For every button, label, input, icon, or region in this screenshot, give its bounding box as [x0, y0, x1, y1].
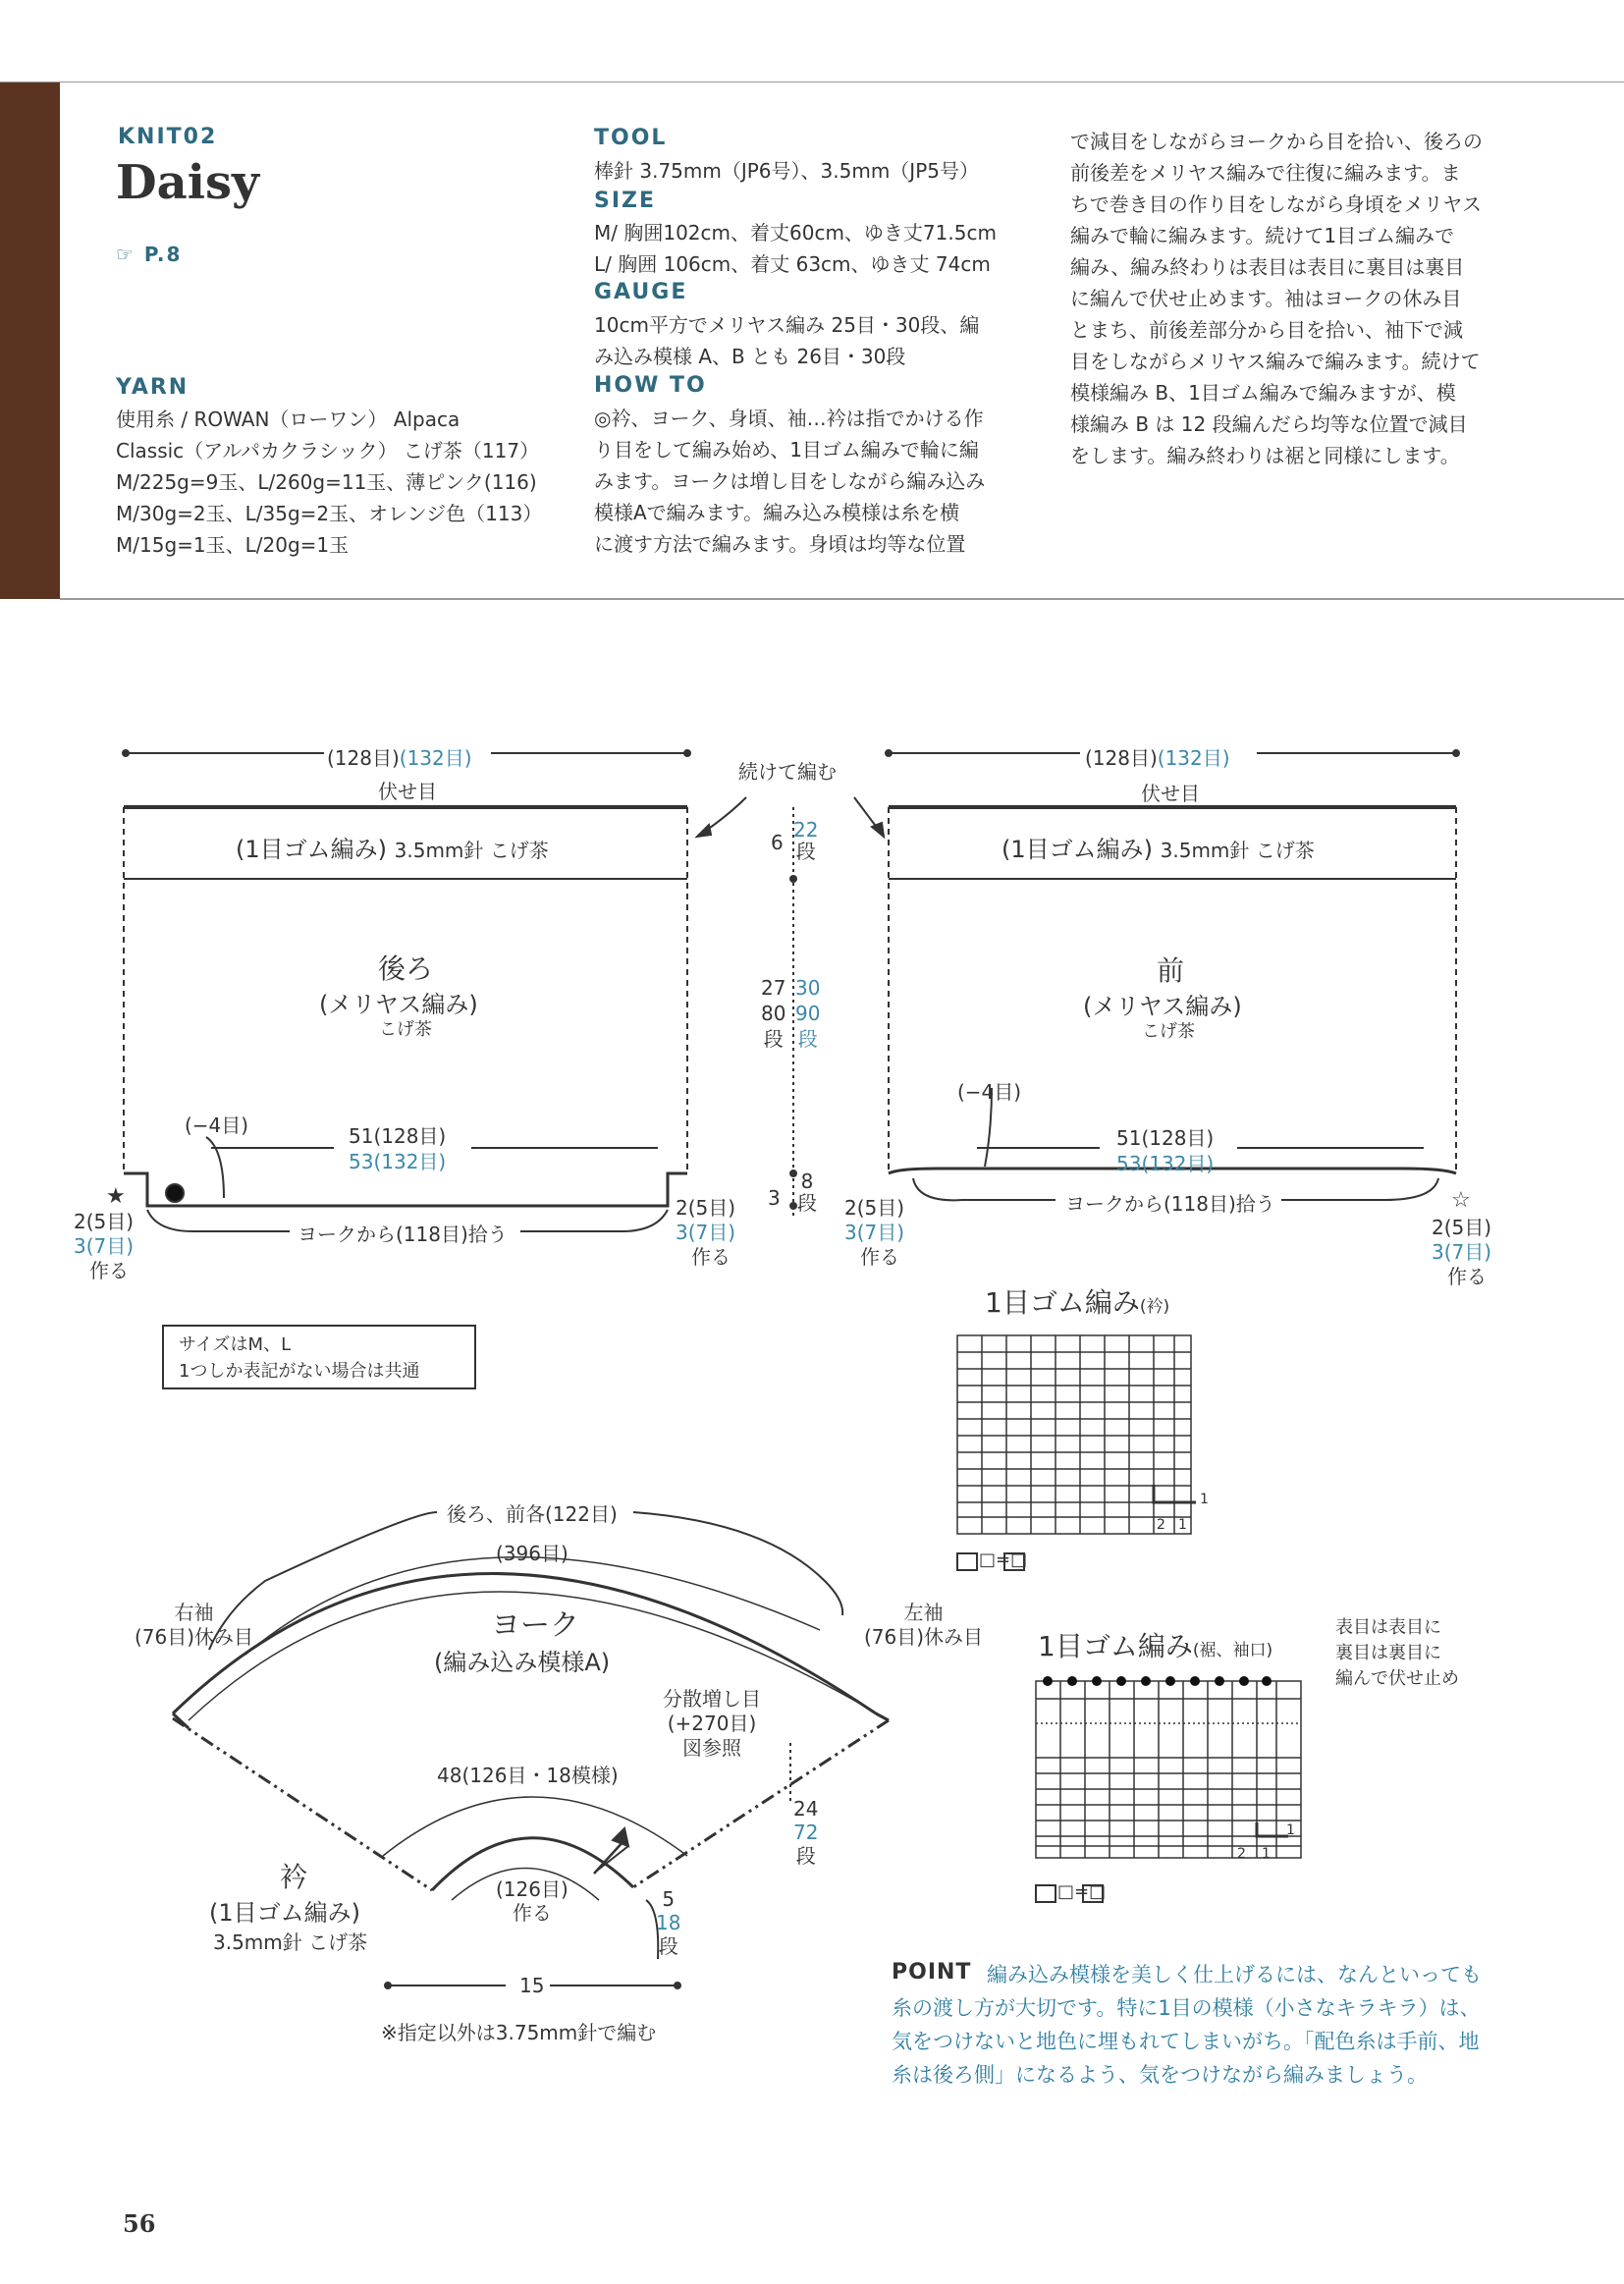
point-line-1: 編み込み模様を美しく仕上げるには、なんといっても: [987, 1963, 1482, 1986]
collar-chart-row-num: 1: [1200, 1492, 1209, 1507]
back-color: こげ茶: [379, 1019, 432, 1040]
back-decrease-arrow: [206, 1137, 224, 1198]
front-right-cast: 2(5目) 3(7目) 作る: [1432, 1216, 1492, 1288]
front-ribbing: (1目ゴム編み) 3.5mm針 こげ茶: [1001, 836, 1315, 863]
collar-needle: 3.5mm針 こげ茶: [213, 1931, 368, 1954]
body-height-l: 30 90 段: [795, 976, 821, 1051]
hem-rib-chart: [1036, 1681, 1301, 1858]
back-star-icon: ★: [106, 1184, 126, 1209]
front-left-cast: 2(5目) 3(7目) 作る: [844, 1196, 905, 1269]
yoke-top-each: 後ろ、前各(122目): [447, 1502, 618, 1526]
size-text: M/ 胸囲102cm、着丈60cm、ゆき丈71.5cm L/ 胸囲 106cm、着丈 63cm、ゆき丈 74cm: [594, 221, 997, 276]
back-title: 後ろ: [378, 952, 434, 985]
collar-height: 5 18 段: [656, 1887, 681, 1958]
continue-label: 続けて編む: [738, 760, 837, 784]
yoke-increase-arrow: [594, 1840, 624, 1874]
front-title: 前: [1157, 954, 1185, 987]
yoke-top-bracket-r: [633, 1512, 842, 1615]
hem-chart-col-1: 1: [1262, 1846, 1271, 1862]
back-left-cast: 2(5目) 3(7目) 作る: [74, 1210, 135, 1282]
howto-continued-text: で減目をしながらヨークから目を拾い、後ろの 前後差をメリヤス編みで往復に編みます。ま ちで巻き目の作り目をしながら身頃をメリヤス 編みで輪に編みます。続けて1目ゴム編みで 編み、編み終わりは表目は表目に裏目は裏目 に編んで伏せ止めます。袖はヨークの休み目 とまち、前後差部分から目を拾い、袖下で減 目をしながらメリヤス編みで編みます。続けて 模様編み B、1目ゴム編みで編みますが、模 様編み B は 12 段編んだら均等な位置で減目 をします。編み終わりは裾と同様にします。: [1070, 130, 1483, 467]
front-color: こげ茶: [1142, 1021, 1195, 1042]
back-pickup-bracket-r: [520, 1210, 668, 1231]
collar-stitch: (1目ゴム編み): [209, 1899, 360, 1927]
howto-label: HOW TO: [594, 373, 707, 398]
yarn-text: 使用糸 / ROWAN（ローワン） Alpaca Classic（アルパカクラシック） こげ茶（117） M/225g=9玉、L/260g=11玉、薄ピンク(116) M/30g=2玉、L/35g=2玉、オレンジ色（113） M/15g=1玉、L/20g=1玉: [116, 408, 543, 557]
page-number: 56: [123, 2209, 156, 2238]
front-stitch: (メリヤス編み): [1083, 993, 1242, 1020]
gauge-label: GAUGE: [594, 280, 688, 304]
hem-legend: □=□: [1057, 1881, 1107, 1902]
rib-height-l: 22 段: [793, 818, 819, 863]
back-bottom-edge: [124, 1173, 687, 1206]
hem-rib-title: 1目ゴム編み(裾、袖口): [1038, 1630, 1273, 1662]
needle-note: ※指定以外は3.75mm針で編む: [381, 2021, 657, 2044]
front-bind-off: 伏せ目: [1141, 782, 1200, 805]
collar-title: 衿: [280, 1861, 308, 1893]
yoke-increase-note: 分散増し目 (+270目) 図参照: [663, 1687, 761, 1760]
front-star-icon: ☆: [1451, 1188, 1471, 1213]
back-stitch: (メリヤス編み): [319, 991, 478, 1018]
left-sleeve-label: 左袖 (76目)休み目: [864, 1601, 984, 1649]
hem-note: 表目は表目に 裏目は裏目に 編んで伏せ止め: [1335, 1617, 1459, 1689]
size-note: サイズはM、L 1つしか表記がない場合は共通: [179, 1334, 420, 1382]
yarn-label: YARN: [116, 375, 189, 400]
back-ribbing: (1目ゴム編み) 3.5mm針 こげ茶: [236, 836, 549, 863]
collar-width: 15: [519, 1974, 545, 1997]
front-top-count: (128目)(132目): [1085, 746, 1230, 770]
yoke-inner-width: 48(126目・18模様): [437, 1764, 619, 1787]
point-label: POINT: [892, 1960, 972, 1985]
point-text: 糸の渡し方が大切です。特に1目の模様（小さなキラキラ）は、 気をつけないと地色に埋もれてしまいがち。「配色糸は手前、地 糸は後ろ側」になるよう、気をつけながら編みましょう。: [892, 1996, 1481, 2087]
front-pickup: ヨークから(118目)拾う: [1065, 1192, 1275, 1216]
page-ref-link[interactable]: ☞ P.8: [116, 243, 183, 266]
rib-height-m: 6: [771, 831, 784, 854]
tool-label: TOOL: [594, 126, 668, 150]
front-width-l: 53(132目): [1116, 1152, 1215, 1175]
back-top-count: (128目)(132目): [327, 746, 472, 770]
yoke-side-height: 24 72 段: [793, 1797, 819, 1868]
collar-chart-col-1: 1: [1178, 1517, 1187, 1533]
back-pickup: ヨークから(118目)拾う: [298, 1223, 508, 1246]
right-sleeve-label: 右袖 (76目)休み目: [135, 1601, 254, 1649]
body-height-m: 27 80 段: [761, 976, 786, 1051]
hem-chart-row-num: 1: [1286, 1822, 1295, 1838]
diff-height-l: 8 段: [797, 1169, 817, 1215]
front-width-m: 51(128目): [1116, 1126, 1215, 1150]
yoke-top-total: (396目): [496, 1542, 568, 1565]
back-width-l: 53(132目): [349, 1150, 447, 1173]
knit-label: KNIT02: [118, 125, 218, 149]
collar-chart-col-2: 2: [1157, 1517, 1165, 1533]
yoke-pattern: (編み込み模様A): [434, 1649, 611, 1676]
tool-text: 棒針 3.75mm（JP6号）、3.5mm（JP5号）: [594, 159, 979, 183]
back-pickup-bracket-l: [147, 1210, 290, 1231]
size-label: SIZE: [594, 189, 657, 213]
collar-rib-chart: [957, 1335, 1196, 1534]
back-bind-off: 伏せ目: [378, 780, 437, 803]
diff-height-m: 3: [768, 1186, 781, 1210]
front-decrease: (−4目): [957, 1080, 1022, 1104]
back-width-m: 51(128目): [349, 1124, 447, 1148]
collar-rib-title: 1目ゴム編み(衿): [985, 1286, 1170, 1319]
collar-legend: □=□: [979, 1550, 1028, 1570]
back-marker-dot: [166, 1184, 184, 1202]
collar-count: (126目) 作る: [496, 1877, 568, 1925]
back-right-cast: 2(5目) 3(7目) 作る: [676, 1196, 736, 1269]
hem-chart-col-2: 2: [1237, 1846, 1246, 1862]
pattern-title: Daisy: [116, 155, 259, 210]
yoke-title: ヨーク: [491, 1608, 579, 1643]
howto-text: ◎衿、ヨーク、身頃、袖…衿は指でかける作 り目をして編み始め、1目ゴム編みで輪に編 みます。ヨークは増し目をしながら編み込み 模様Aで編みます。編み込み模様は糸を横 に渡す方法で編みます。身頃は均等な位置: [594, 407, 986, 556]
gauge-text: 10cm平方でメリヤス編み 25目・30段、編 み込み模様 A、B とも 26目・30段: [594, 313, 980, 368]
back-decrease: (−4目): [185, 1114, 249, 1137]
